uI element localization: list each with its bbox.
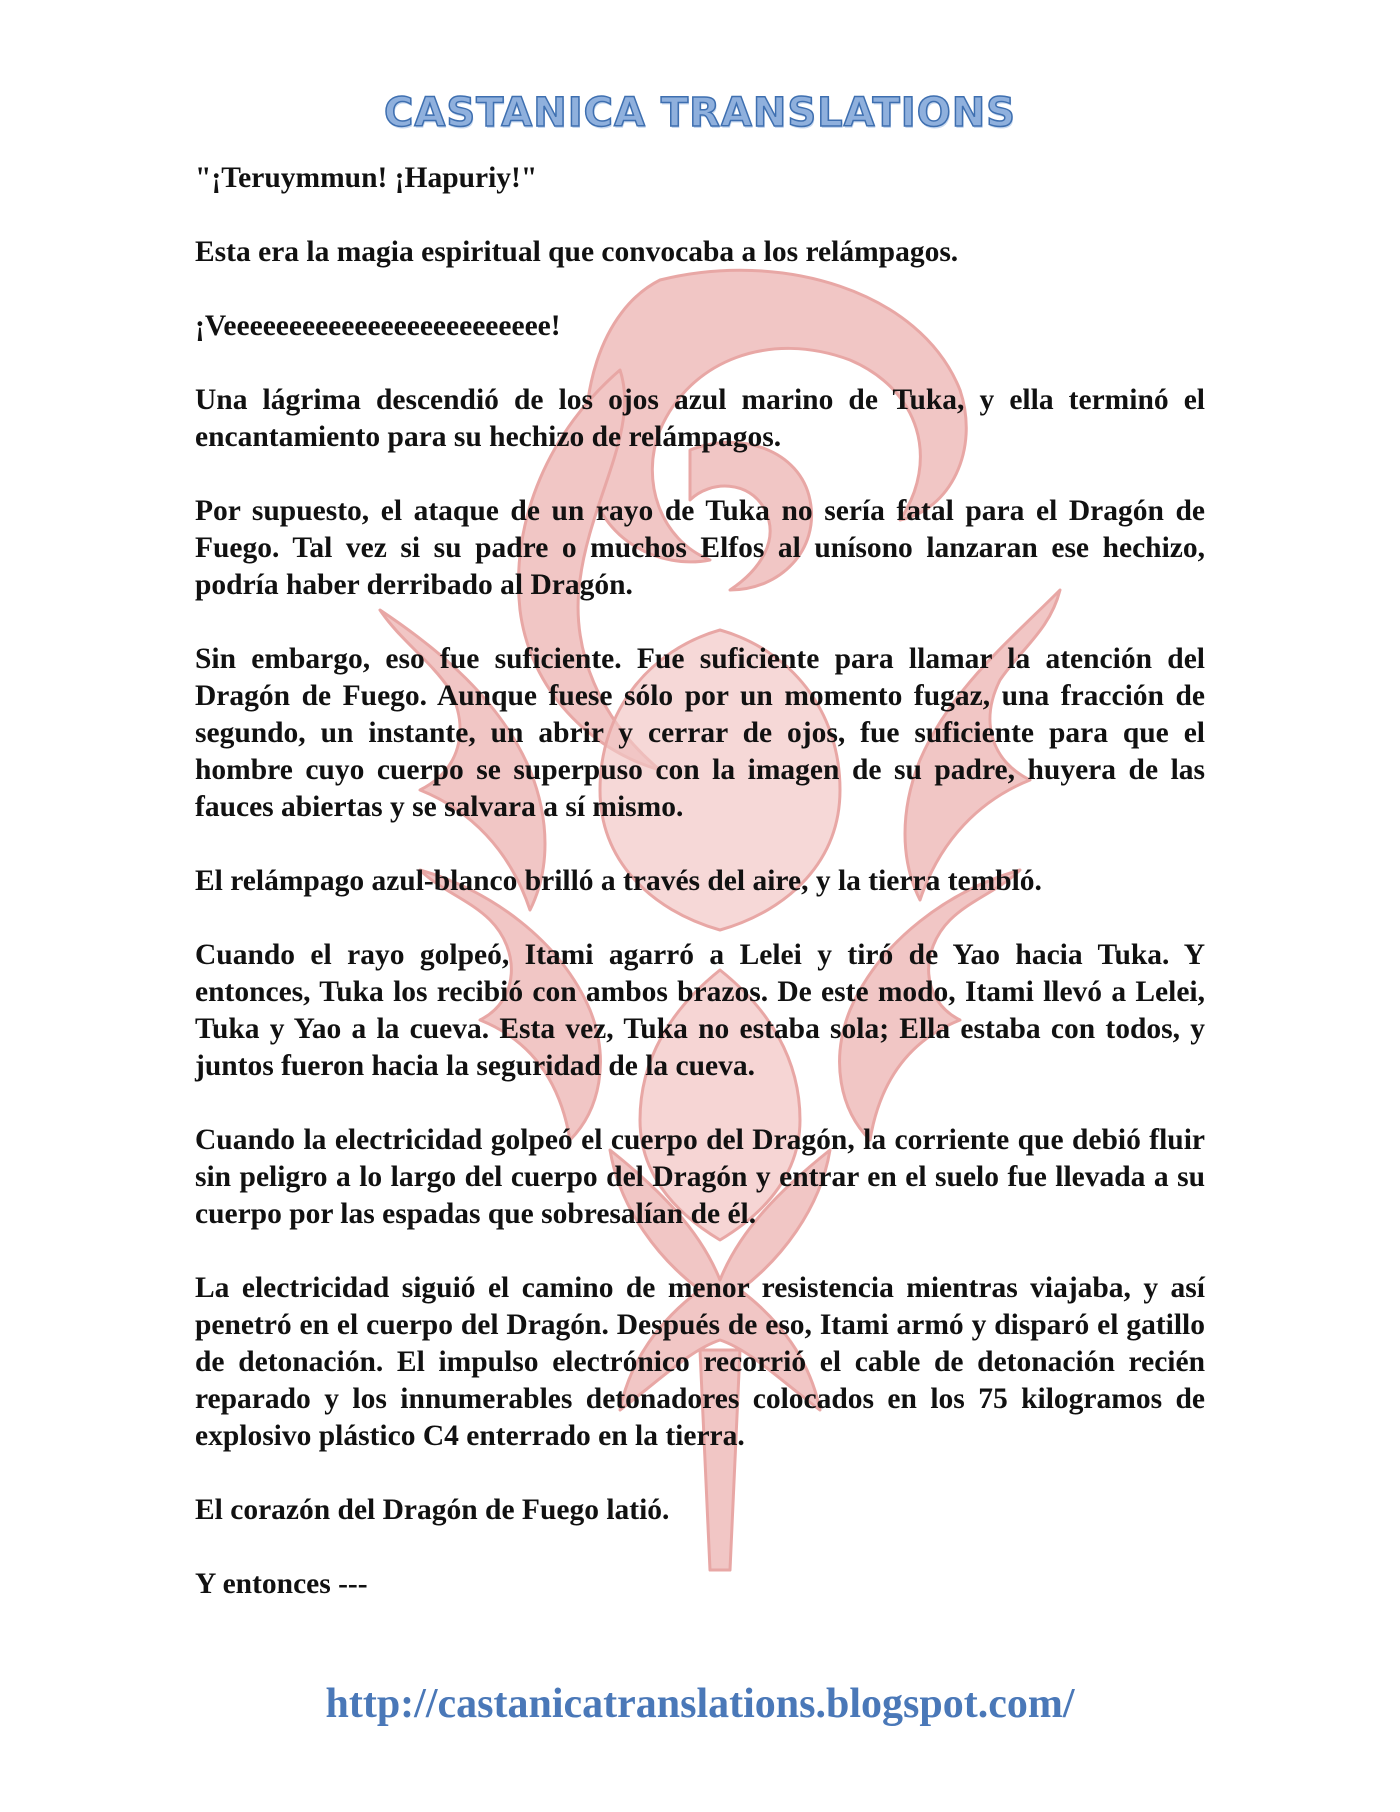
site-title: CASTANICA TRANSLATIONS [384, 90, 1016, 136]
paragraph: Una lágrima descendió de los ojos azul marino de Tuka, y ella terminó el encantamiento para su hechizo de relámpagos. [195, 384, 1205, 453]
paragraph: Y entonces --- [195, 1568, 368, 1600]
page-header [0, 90, 1400, 136]
paragraph: "¡Teruymmun! ¡Hapuriy!" [195, 162, 538, 194]
paragraph: El relámpago azul-blanco brilló a través del aire, y la tierra tembló. [195, 865, 1042, 897]
paragraph: Por supuesto, el ataque de un rayo de Tuka no sería fatal para el Dragón de Fuego. Tal vez si su padre o muchos Elfos al unísono lanzaran ese hechizo, podría haber derribado al Dragón. [195, 495, 1205, 601]
paragraph: Cuando la electricidad golpeó el cuerpo del Dragón, la corriente que debió fluir sin peligro a lo largo del cuerpo del Dragón y entrar en el suelo fue llevada a su cuerpo por las espadas que sobresalían de él. [195, 1124, 1205, 1230]
document-body [195, 160, 1205, 1640]
paragraph: Sin embargo, eso fue suficiente. Fue suficiente para llamar la atención del Dragón de Fuego. Aunque fuese sólo por un momento fugaz, una fracción de segundo, un instante, un abrir y cerrar de ojos, fue suficiente para que el hombre cuyo cuerpo se superpuso con la imagen de su padre, huyera de las fauces abiertas y se salvara a sí mismo. [195, 643, 1205, 823]
page-footer [0, 1680, 1400, 1728]
paragraph: La electricidad siguió el camino de menor resistencia mientras viajaba, y así penetró en el cuerpo del Dragón. Después de eso, Itami armó y disparó el gatillo de detonación. El impulso electrónico recorrió el cable de detonación recién reparado y los innumerables detonadores colocados en los 75 kilogramos de explosivo plástico C4 enterrado en la tierra. [195, 1272, 1205, 1452]
blog-url-link[interactable]: http://castanicatranslations.blogspot.com/ [325, 1681, 1075, 1727]
paragraph: Cuando el rayo golpeó, Itami agarró a Lelei y tiró de Yao hacia Tuka. Y entonces, Tuka los recibió con ambos brazos. De este modo, Itami llevó a Lelei, Tuka y Yao a la cueva. Esta vez, Tuka no estaba sola; Ella estaba con todos, y juntos fueron hacia la seguridad de la cueva. [195, 939, 1205, 1082]
paragraph: El corazón del Dragón de Fuego latió. [195, 1494, 670, 1526]
paragraph: ¡Veeeeeeeeeeeeeeeeeeeeeeeee! [195, 310, 561, 342]
paragraph: Esta era la magia espiritual que convocaba a los relámpagos. [195, 236, 959, 268]
